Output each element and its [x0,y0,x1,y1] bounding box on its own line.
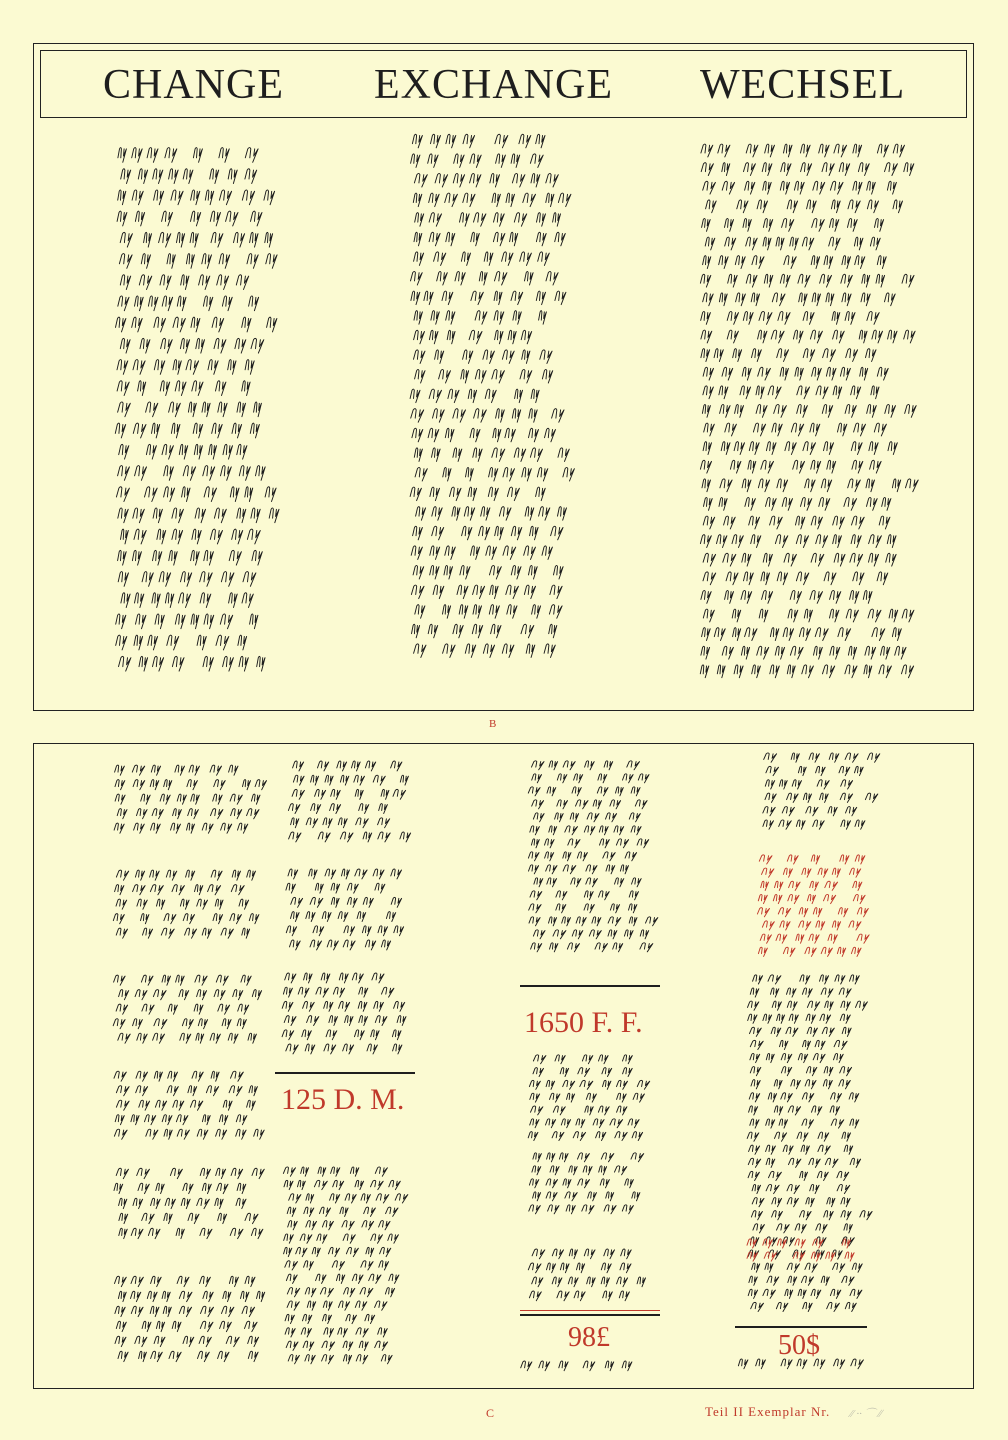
top-panel-frame [33,43,974,711]
edition-text: Teil II Exemplar Nr. [705,1404,831,1419]
section-label-c: C [486,1406,495,1420]
bottom-panel-frame [33,743,974,1389]
section-label-b: B [489,718,497,730]
price-dm: 125 D. M. [281,1083,405,1116]
title-exchange: EXCHANGE [374,62,613,108]
rule-usd [735,1326,867,1328]
price-gbp: 98£ [568,1322,610,1353]
rule-ff [520,985,660,987]
rule-dm [275,1072,415,1074]
price-usd: 50$ [778,1330,820,1361]
rule-gbp [520,1314,660,1316]
pencil-annotation: ⁄⁄ ·· ⌒ ∕∕ [850,1408,883,1420]
price-ff: 1650 F. F. [524,1006,643,1039]
title-wechsel: WECHSEL [700,62,906,108]
title-change: CHANGE [103,62,284,108]
rule-gbp-red [520,1310,660,1311]
